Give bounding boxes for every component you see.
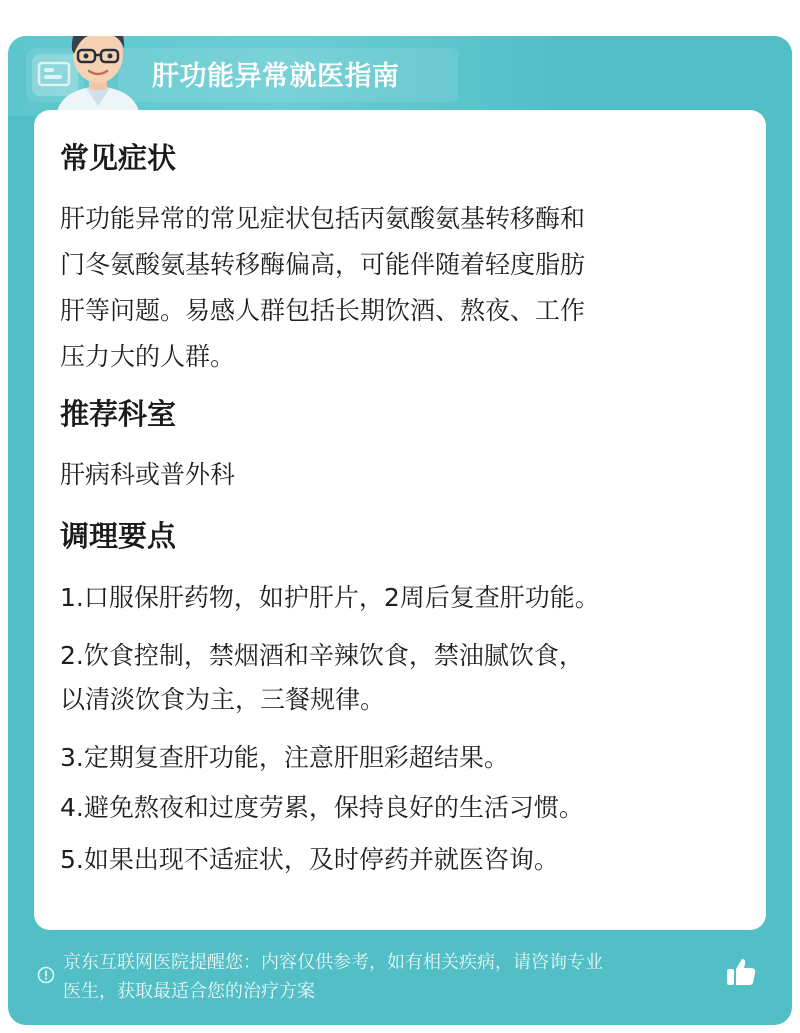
symptoms-text bbox=[60, 196, 750, 380]
page-title: 肝功能异常就医指南 bbox=[152, 61, 400, 92]
care-item-3 bbox=[60, 736, 750, 780]
footer-line: 京东互联网医院提醒您：内容仅供参考，如有相关疾病，请咨询专业 bbox=[63, 952, 603, 973]
doctor-avatar bbox=[48, 36, 148, 118]
symptoms-heading: 常见症状 bbox=[60, 141, 177, 175]
info-circle-icon bbox=[37, 966, 55, 984]
care-item-1 bbox=[60, 576, 750, 620]
symptoms-line: 压力大的人群。 bbox=[60, 342, 236, 371]
care-line: 3.定期复查肝功能，注意肝胆彩超结果。 bbox=[60, 743, 509, 772]
symptoms-line: 肝功能异常的常见症状包括丙氨酸氨基转移酶和 bbox=[60, 204, 586, 233]
footer-line: 医生，获取最适合您的治疗方案 bbox=[63, 981, 315, 1002]
thumbs-up-icon[interactable] bbox=[723, 954, 759, 990]
care-line: 2.饮食控制，禁烟酒和辛辣饮食，禁油腻饮食， bbox=[60, 641, 584, 670]
department-text: 肝病科或普外科 bbox=[60, 460, 236, 489]
care-heading: 调理要点 bbox=[60, 519, 177, 553]
symptoms-line: 门冬氨酸氨基转移酶偏高，可能伴随着轻度脂肪 bbox=[60, 250, 586, 279]
guide-card bbox=[8, 36, 792, 1025]
content-panel bbox=[34, 110, 766, 930]
care-item-4 bbox=[60, 786, 750, 830]
care-line: 以清淡饮食为主，三餐规律。 bbox=[60, 685, 386, 714]
care-item-2 bbox=[60, 634, 750, 722]
care-line: 4.避免熬夜和过度劳累，保持良好的生活习惯。 bbox=[60, 793, 584, 822]
symptoms-line: 肝等问题。易感人群包括长期饮酒、熬夜、工作 bbox=[60, 296, 586, 325]
footer-disclaimer bbox=[63, 948, 733, 1006]
care-line: 5.如果出现不适症状，及时停药并就医咨询。 bbox=[60, 845, 559, 874]
department-heading: 推荐科室 bbox=[60, 397, 177, 431]
care-item-5 bbox=[60, 838, 750, 882]
care-line: 1.口服保肝药物，如护肝片，2周后复查肝功能。 bbox=[60, 583, 600, 612]
